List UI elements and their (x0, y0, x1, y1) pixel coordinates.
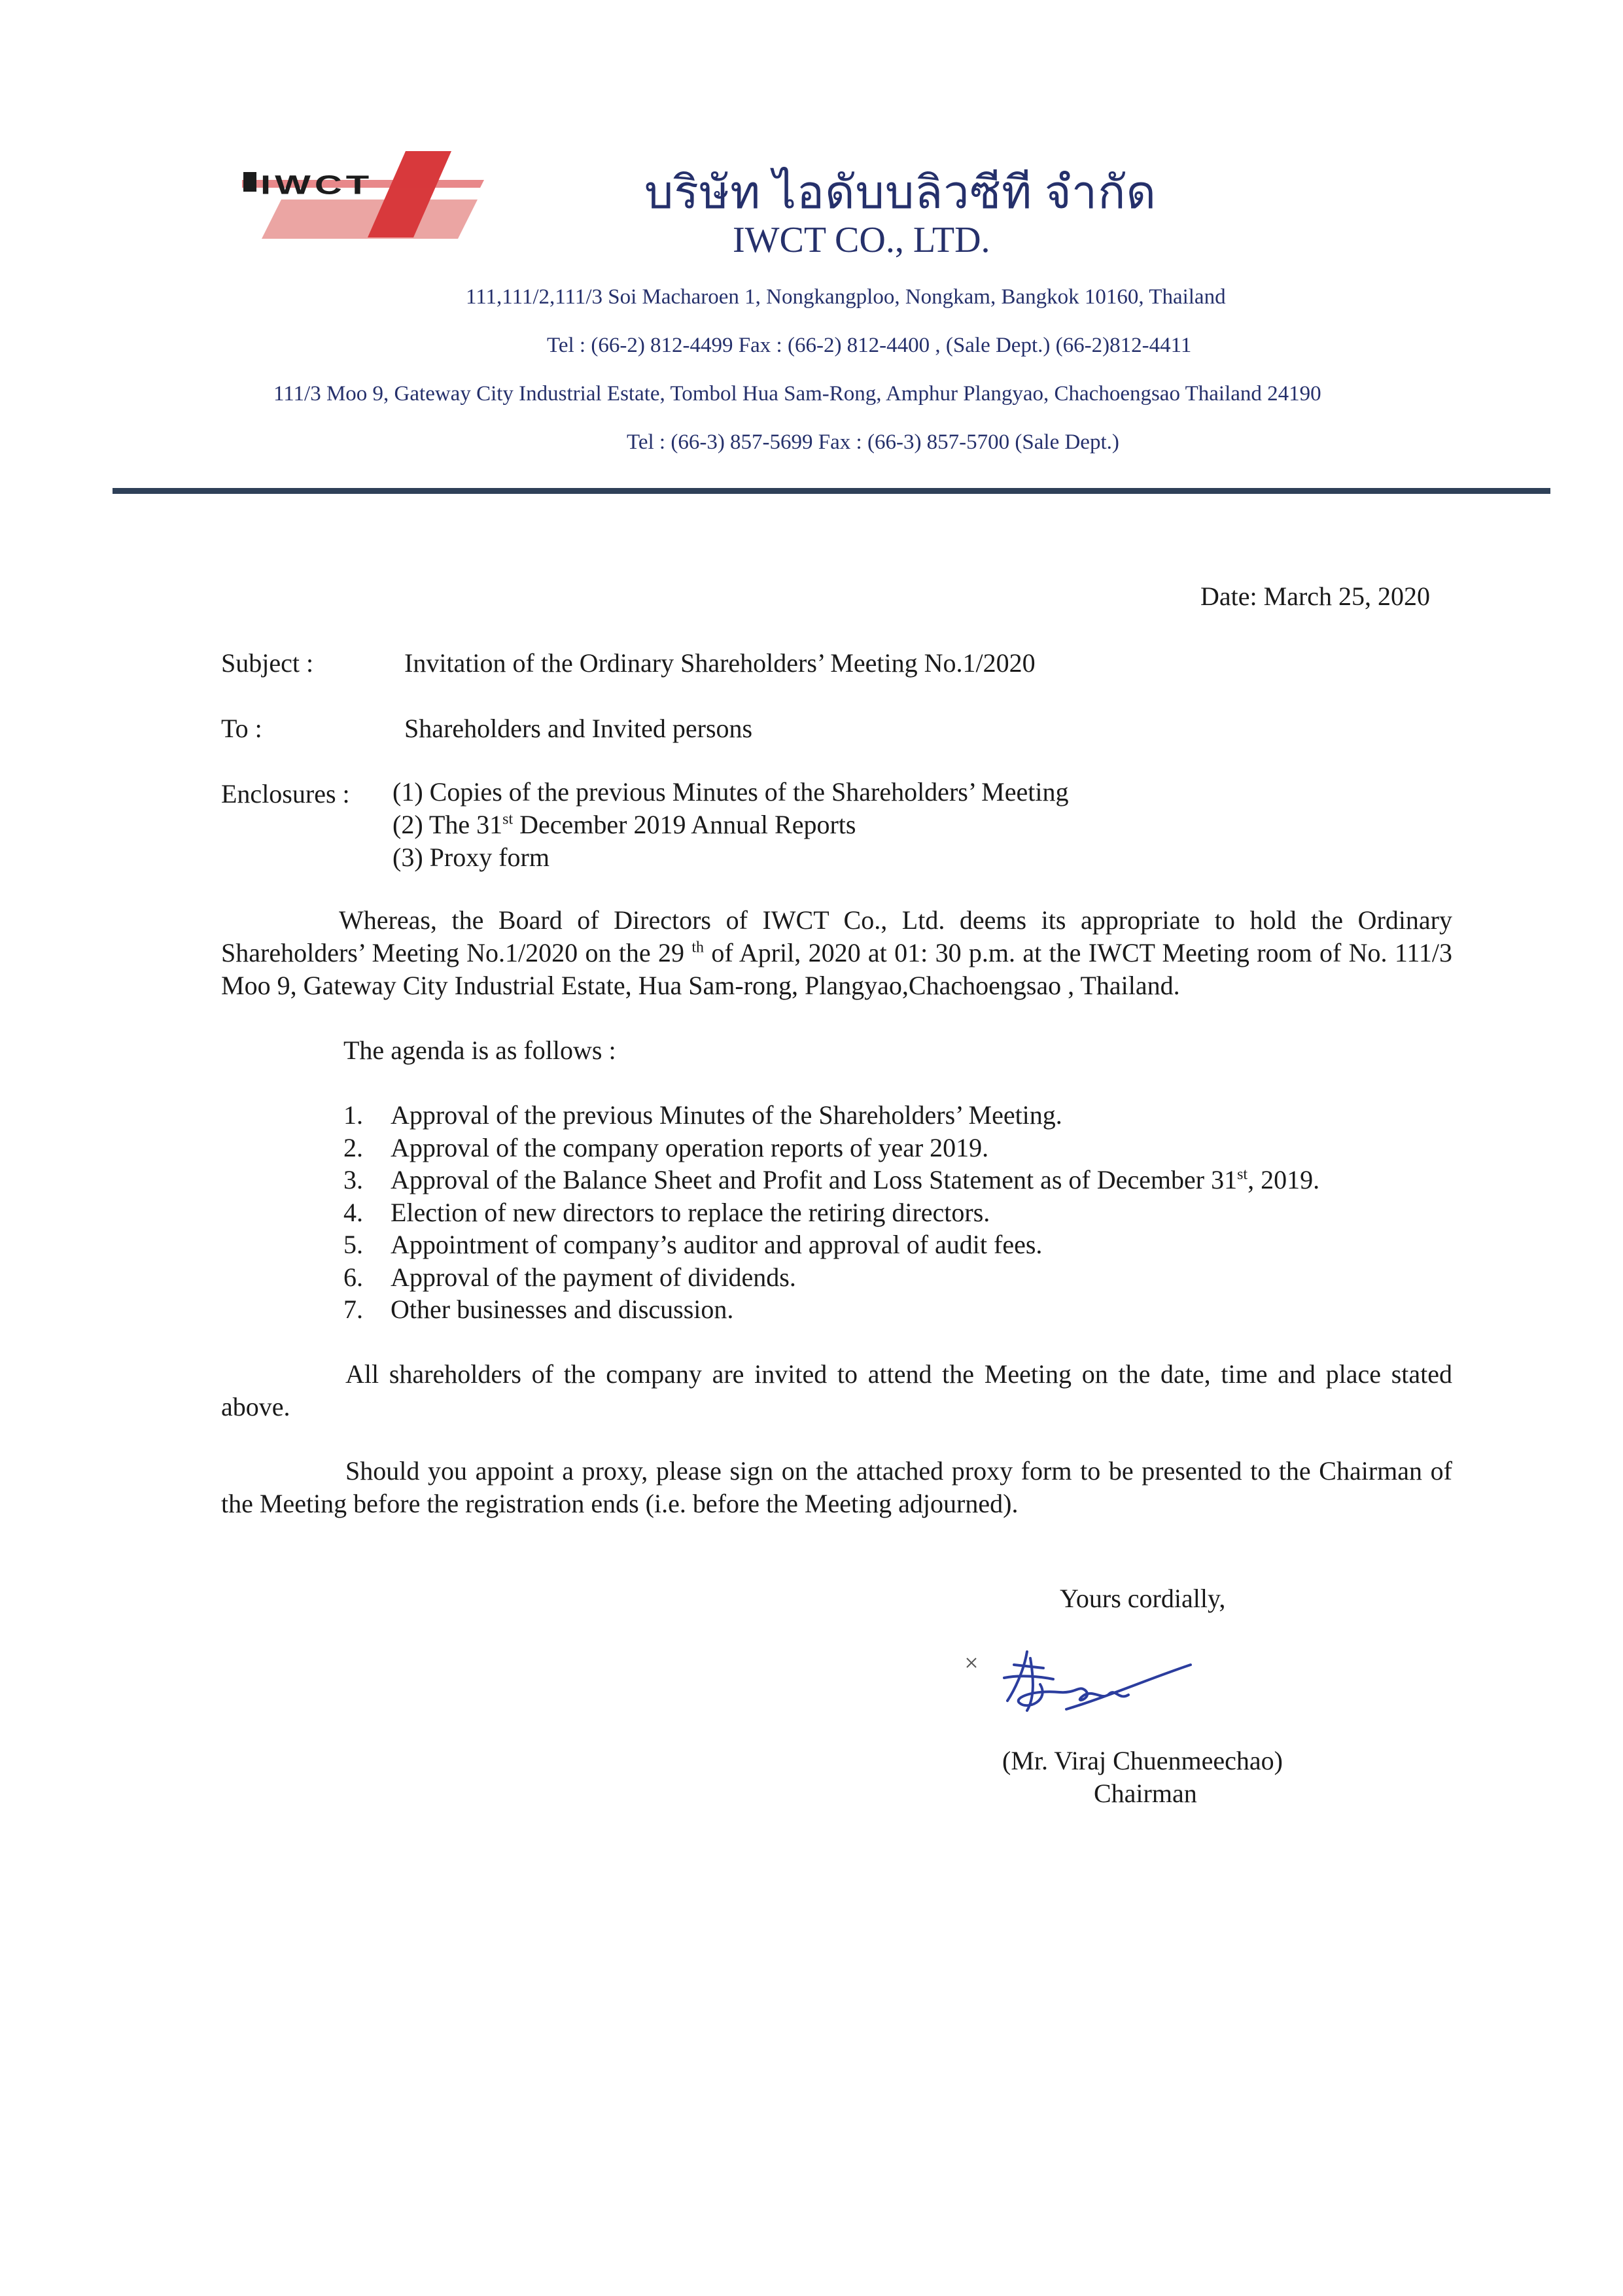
svg-text:IWCT: IWCT (260, 169, 374, 200)
subject-text: Invitation of the Ordinary Shareholders’ Meeting No.1/2020 (404, 648, 1036, 678)
agenda-item: 7. Other businesses and discussion. (343, 1295, 734, 1324)
enclosures-list (393, 776, 1068, 874)
enclosure-item: (2) The 31st December 2019 Annual Reports (393, 810, 856, 839)
signatory-name: (Mr. Viraj Chuenmeechao) (1002, 1746, 1283, 1775)
agenda-item: 5. Appointment of company’s auditor and approval of audit fees. (343, 1230, 1043, 1259)
enclosure-item: (3) Proxy form (393, 843, 550, 872)
agenda-item: 1. Approval of the previous Minutes of the Shareholders’ Meeting. (343, 1100, 1062, 1130)
to-text: Shareholders and Invited persons (404, 714, 753, 743)
company-name-english: IWCT CO., LTD. (733, 220, 990, 260)
paragraph-invitation: All shareholders of the company are invited to attend the Meeting on the date, time and place stated above. (221, 1359, 1452, 1421)
paragraph-meeting-details: Whereas, the Board of Directors of IWCT Co., Ltd. deems its appropriate to hold the Ordinary Shareholders’ Meeting No.1/2020 on the 29 $^{th}$ of April, 2020 at 01: 30 p.m. at the IWCT Meeting room of No. 111/3 Moo 9, Gateway City Industrial Estate, Hua Sam-rong, Plangyao,Chachoengsao , Thailand. (221, 905, 1452, 1000)
agenda-item: 3. Approval of the Balance Sheet and Profit and Loss Statement as of December 31st, 2019. (343, 1165, 1320, 1194)
company-logo (242, 147, 484, 245)
agenda-intro: The agenda is as follows : (343, 1035, 616, 1065)
phone-line-chachoengsao: Tel : (66-3) 857-5699 Fax : (66-3) 857-5700 (Sale Dept.) (627, 430, 1119, 454)
address-line-chachoengsao: 111/3 Moo 9, Gateway City Industrial Estate, Tombol Hua Sam-Rong, Amphur Plangyao, Chachoengsao Thailand 24190 (273, 382, 1321, 406)
phone-line-bangkok: Tel : (66-2) 812-4499 Fax : (66-2) 812-4400 , (Sale Dept.) (66-2)812-4411 (547, 334, 1192, 357)
to-label: To : (221, 714, 262, 743)
closing-text: Yours cordially, (1060, 1584, 1226, 1613)
header-divider (113, 488, 1550, 494)
signature-image (962, 1639, 1197, 1724)
letter-date: Date: March 25, 2020 (1200, 582, 1431, 611)
signatory-title: Chairman (1094, 1779, 1197, 1808)
enclosure-item: (1) Copies of the previous Minutes of the Shareholders’ Meeting (393, 777, 1069, 807)
paragraph-proxy: Should you appoint a proxy, please sign on the attached proxy form to be presented to the Chairman of the Meeting before the registration ends (i.e. before the Meeting adjourned). (221, 1456, 1452, 1518)
agenda-item: 2. Approval of the company operation reports of year 2019. (343, 1132, 989, 1162)
enclosures-label: Enclosures : (221, 779, 350, 809)
agenda-list (343, 1099, 1319, 1326)
agenda-item: 4. Election of new directors to replace the retiring directors. (343, 1197, 990, 1227)
company-name-thai: บริษัท ไอดับบลิวซีที จำกัด (644, 168, 1157, 218)
address-line-bangkok: 111,111/2,111/3 Soi Macharoen 1, Nongkangploo, Nongkam, Bangkok 10160, Thailand (466, 285, 1226, 309)
subject-label: Subject : (221, 648, 314, 678)
agenda-item: 6. Approval of the payment of dividends. (343, 1262, 796, 1292)
